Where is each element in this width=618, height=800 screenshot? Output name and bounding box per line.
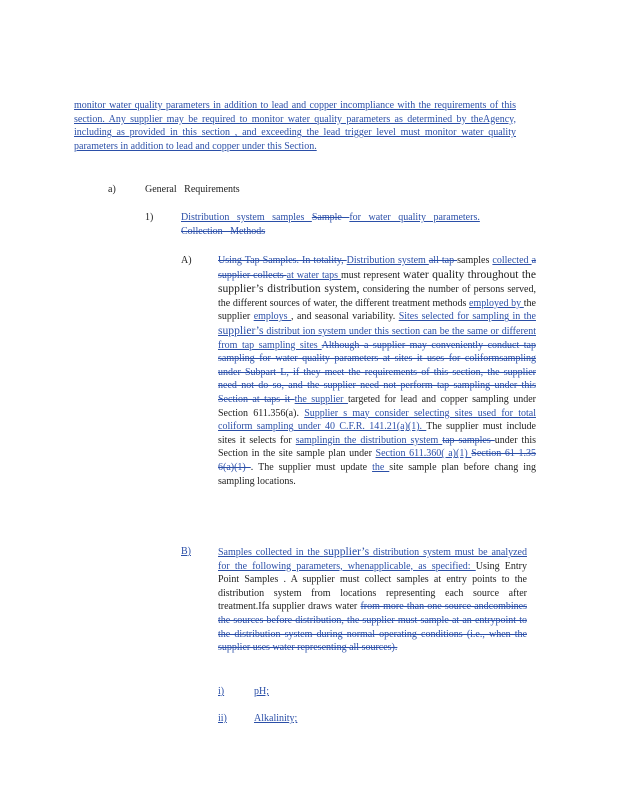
section-A-run: Supplier s may consider selecting sites used for total coliform sampling under 40 C.F.R. 141.21(a)(1). bbox=[218, 407, 536, 433]
section-B-run: Samples collected in the bbox=[218, 547, 324, 558]
section-A-run: samples bbox=[457, 255, 493, 266]
section-B-paragraph bbox=[218, 545, 527, 655]
section-A-run: , and seasonal variability. bbox=[291, 311, 399, 323]
section-A-run: employs bbox=[253, 311, 292, 323]
section-A-run: distribut ion system under this section can be the same or different from tap sampling sites bbox=[218, 325, 536, 351]
section-A-run: Section 611.360( a)(1) bbox=[375, 448, 472, 460]
section-a-marker: a) bbox=[108, 184, 116, 195]
section-A-run: site sample plan before chang ing sampling locations. bbox=[218, 461, 537, 487]
section-A-run: at water taps bbox=[286, 269, 341, 281]
section-1-marker: 1) bbox=[145, 212, 154, 223]
section-A-run: Distribution system bbox=[346, 255, 429, 266]
section-1-run: for water quality parameters. bbox=[349, 212, 480, 223]
section-1-run: Sample bbox=[311, 212, 350, 223]
intro-run: monitor water quality parameters in addition to lead and copper incompliance with the requirements of this section. Any supplier may be required to monitor water quality parameters as determined by theAgency, including as provided in this section , and exceeding the lead trigger level must monitor water quality parameters in addition to lead and copper under this Section. bbox=[74, 100, 516, 152]
section-A-run: a supplier collects bbox=[218, 255, 537, 281]
section-A-run: Sites selected for sampling in the bbox=[398, 311, 536, 323]
section-B-run: supplier’s bbox=[323, 545, 370, 558]
section-A-run: the bbox=[372, 461, 390, 473]
section-A-run: the supplier bbox=[218, 297, 536, 323]
section-A-run: all tap bbox=[428, 255, 458, 266]
item-ii-label: Alkalinity; bbox=[254, 713, 298, 724]
section-A-run: Although a supplier may conveniently conduct tap sampling for water quality parameters at sites it uses for coliformsampling under Subpart L, if they meet the requirements of this section, the supplier need not do so, and the supplier need not perform tap sampling under this Section at taps it bbox=[218, 339, 536, 405]
section-A-run: must represent bbox=[341, 269, 403, 281]
item-i-marker: i) bbox=[218, 686, 225, 697]
intro-paragraph bbox=[74, 99, 516, 153]
section-A-run: collected bbox=[492, 255, 532, 266]
section-B-run: from more than one source andcombines the sources before distribution, the supplier must sample at an entrypoint to the distribution system during normal operating conditions (i.e., when the supplier uses water representing all sources). bbox=[218, 601, 527, 654]
section-A-run: supplier’s bbox=[218, 323, 264, 337]
section-1-heading bbox=[181, 211, 511, 238]
section-A-run: targeted for lead and copper sampling under Section 611.356(a). bbox=[218, 393, 536, 419]
section-A-run: the supplier bbox=[294, 393, 348, 405]
section-B-run: Using Entry Point Samples . A supplier must collect samples at entry points to the distribution system from locations representing each source after treatment.Ifa supplier draws water bbox=[218, 560, 528, 613]
section-A-run: employed by bbox=[469, 297, 524, 309]
section-B-run: distribution system must be analyzed for the following parameters, whenapplicable, as specified: bbox=[218, 547, 527, 572]
section-A-run: . The supplier must update bbox=[250, 461, 373, 473]
section-a-title: General Requirements bbox=[145, 184, 240, 195]
item-ii-marker: ii) bbox=[218, 713, 227, 724]
section-B-marker: B) bbox=[181, 546, 191, 557]
section-A-paragraph bbox=[218, 254, 536, 488]
section-A-run: samplingin the distribution system bbox=[295, 434, 443, 446]
section-1-run: Collection Methods bbox=[181, 225, 266, 237]
section-1-run: Distribution system samples bbox=[181, 212, 312, 223]
item-i-label: pH; bbox=[254, 686, 269, 697]
section-A-run: considering the number of persons served, the different sources of water, the different treatment methods bbox=[218, 284, 536, 309]
section-A-run: under this Section in the site sample plan under bbox=[218, 434, 537, 460]
section-A-run: Using Tap Samples. In totality, bbox=[218, 255, 347, 266]
section-A-run: water quality throughout the supplier’s distribution system, bbox=[218, 267, 536, 296]
section-A-run: Section 61 1.35 6(a)(1) bbox=[218, 448, 537, 473]
section-A-run: The supplier must include sites it selects for bbox=[218, 421, 536, 446]
section-A-run: tap samples bbox=[442, 434, 495, 446]
section-A-marker: A) bbox=[181, 255, 192, 266]
